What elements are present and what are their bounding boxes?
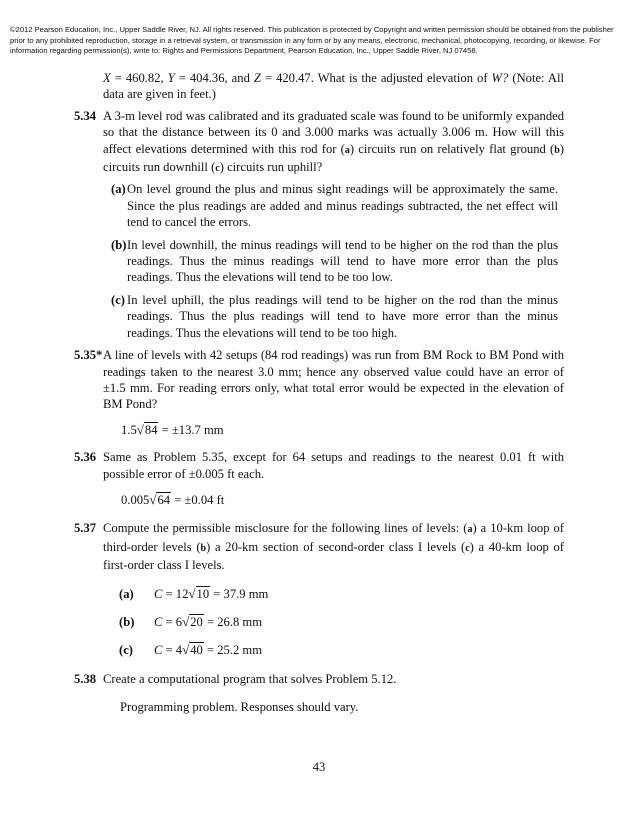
answer-text: Programming problem. Responses should vary.: [120, 700, 359, 715]
var-z: Z: [253, 71, 261, 85]
answer-text: In level downhill, the minus readings will tend to be higher on the rod than the plus readings. Thus the minus readings will tend to have more error than the plus readings. Thus the elevations will tend to be too low.: [127, 237, 558, 285]
answer-label: (b): [111, 237, 127, 252]
answer-text: In level uphill, the plus readings will tend to be higher on the rod than the minus readings. Thus the plus readings will tend to have more error than the minus readings. Thus the elevations will tend to be too high.: [127, 292, 558, 340]
problem-text-part: Compute the permissible misclosure for the following lines of levels: (: [103, 521, 468, 536]
radical-sign: √: [149, 491, 157, 507]
problem-text-part: A 3-m level rod was calibrated and its graduated scale was found to be uniformly expanded so that the distance between its 0 and 3.000 marks was actually 3.006 m. How will this affect elevations determined with this rod for (: [103, 108, 564, 156]
solution-5-37-b: [74, 614, 564, 630]
radicand: 10: [196, 586, 210, 601]
problem-number: 5.38: [74, 671, 97, 686]
case-label: (a): [119, 586, 134, 601]
problem-number: 5.36: [74, 450, 97, 465]
coefficient: = 12: [162, 586, 189, 601]
radicand: 64: [157, 492, 171, 507]
var-c: C: [154, 586, 163, 601]
radical-sign: √: [182, 613, 190, 629]
answer-5-34-b: [74, 237, 564, 286]
intro-note: (Note: All data are given in feet.): [103, 71, 564, 102]
result: = 25.2 mm: [203, 643, 263, 658]
var-c: C: [154, 614, 163, 629]
coefficient: = 6: [162, 614, 183, 629]
answer-label: (a): [111, 182, 126, 197]
solution-5-37-c: [74, 642, 564, 658]
problem-text: A line of levels with 42 setups (84 rod readings) was run from BM Rock to BM Pond with readings taken to the nearest 3.0 mm; hence any observed value could have an error of ±1.5 mm. For reading errors only, what total error would be expected in the elevation of BM Pond?: [103, 348, 564, 412]
radical-sign: √: [136, 421, 144, 437]
var-c: C: [154, 643, 163, 658]
radicand: 40: [190, 643, 203, 658]
solution-5-35: [74, 422, 564, 438]
z-value: = 420.47. What is the adjusted elevation of: [260, 71, 492, 85]
problem-text-part: ) a 10-km loop of third-order levels (: [103, 521, 564, 554]
answer-5-38: [74, 699, 564, 715]
part-label: a: [344, 144, 350, 156]
result: = 37.9 mm: [210, 586, 269, 601]
solution-5-37-a: [74, 586, 564, 602]
result: = 26.8 mm: [203, 614, 263, 629]
problem-text: Create a computational program that solves Problem 5.12.: [103, 671, 397, 686]
x-value: = 460.82,: [110, 71, 168, 85]
y-value: = 404.36, and: [174, 71, 254, 85]
problem-number: 5.35*: [74, 348, 103, 363]
var-y: Y: [167, 71, 175, 85]
coefficient: 1.5: [121, 422, 137, 437]
case-label: (b): [119, 614, 135, 629]
answer-5-34-c: [74, 292, 564, 341]
part-label: a: [467, 524, 473, 536]
var-w: W?: [491, 71, 509, 85]
radicand: 20: [190, 614, 203, 629]
var-x: X: [103, 71, 111, 85]
problem-text-part: ) a 20-km section of second-order class I levels (: [206, 539, 466, 554]
part-label: c: [215, 163, 220, 175]
part-label: c: [465, 542, 470, 554]
problem-5-35: [74, 347, 564, 413]
case-label: (c): [119, 643, 133, 658]
solution-5-36: [74, 492, 564, 508]
problem-5-36: [74, 449, 564, 482]
problem-5-37: [74, 520, 564, 573]
answer-text: On level ground the plus and minus sight readings will be approximately the same. Since the plus readings are added and minus readings subtracted, the net effect will tend to cancel the errors.: [127, 182, 558, 230]
copyright-notice: ©2012 Pearson Education, Inc., Upper Saddle River, NJ. All rights reserved. This publication is protected by Copyright and written permission should be obtained from the publisher prior to any prohibited reproduction, storage in a retrieval system, or transmission in any form or by any means, electronic, mechanical, photocopying, recording, or likewise. For information regarding permission(s), write to: Rights and Permissions Department, Pearson Education, Inc., Upper Saddle River, NJ 07458.: [10, 25, 614, 56]
problem-text-part: ) circuits run downhill (: [103, 141, 564, 175]
problem-number: 5.34: [74, 108, 97, 123]
problems-content: [74, 70, 564, 716]
problem-number: 5.37: [74, 521, 97, 536]
problem-5-38: [74, 671, 564, 687]
radical-sign: √: [188, 585, 196, 601]
problem-text-part: ) circuits run on relatively flat ground (: [349, 141, 555, 156]
problem-text-part: ) a 40-km loop of first-order class I levels.: [103, 539, 564, 573]
radical-sign: √: [182, 642, 190, 658]
coefficient: = 4: [162, 643, 183, 658]
result: = ±0.04 ft: [171, 492, 225, 507]
problem-text-part: ) circuits run uphill?: [219, 160, 323, 175]
radicand: 84: [144, 422, 158, 437]
page-number: 43: [312, 760, 326, 774]
part-label: b: [200, 542, 207, 554]
result: = ±13.7 mm: [158, 422, 224, 437]
problem-5-34: [74, 108, 564, 178]
intro-continuation: [74, 70, 564, 103]
coefficient: 0.005: [121, 492, 150, 507]
problem-text: Same as Problem 5.35, except for 64 setups and readings to the nearest 0.01 ft with possible error of ±0.005 ft each.: [103, 450, 564, 481]
part-label: b: [554, 144, 560, 156]
answer-label: (c): [111, 292, 125, 307]
answer-5-34-a: [74, 181, 564, 230]
